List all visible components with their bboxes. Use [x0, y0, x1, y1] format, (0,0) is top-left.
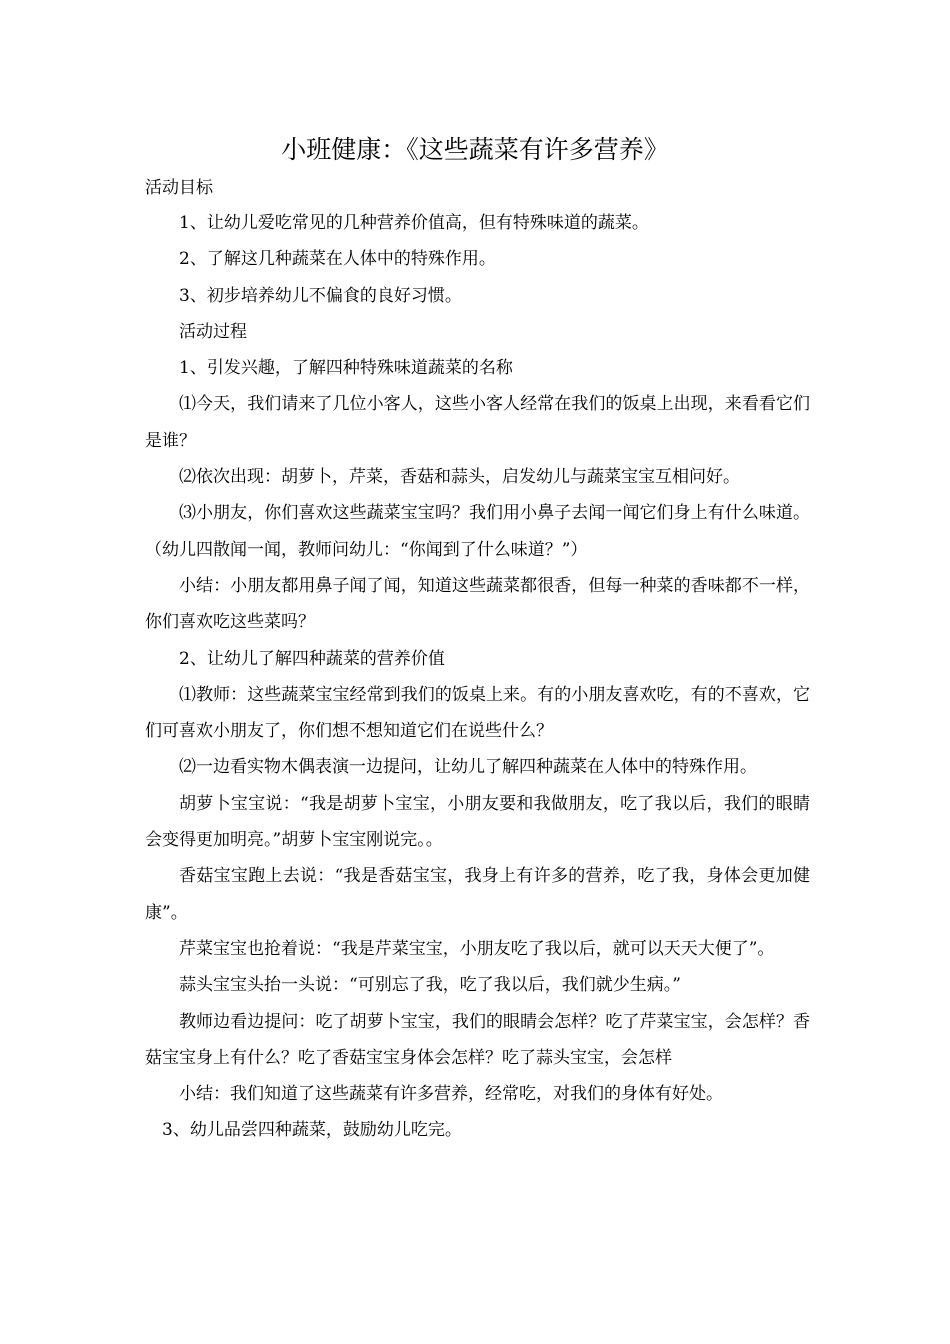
celery-dialogue: 芹菜宝宝也抢着说：“我是芹菜宝宝，小朋友吃了我以后，就可以天天大便了”。: [179, 938, 775, 959]
process-step-1-item-2: ⑵依次出现：胡萝卜，芹菜，香菇和蒜头，启发幼儿与蔬菜宝宝互相问好。: [179, 467, 740, 488]
goal-item-3: 3、初步培养幼儿不偏食的良好习惯。: [179, 285, 462, 306]
section-heading-goals: 活动目标: [145, 178, 213, 198]
section-heading-process: 活动过程: [179, 321, 247, 342]
process-step-3: 3、幼儿品尝四种蔬菜，鼓励幼儿吃完。: [162, 1120, 462, 1141]
teacher-questions: 教师边看边提问：吃了胡萝卜宝宝，我们的眼睛会怎样？吃了芹菜宝宝，会怎样？香菇宝宝身上有什么？吃了香菇宝宝身体会怎样？吃了蒜头宝宝，会怎样: [145, 1011, 810, 1068]
process-step-1-item-3: ⑶小朋友，你们喜欢这些蔬菜宝宝吗？我们用小鼻子去闻一闻它们身上有什么味道。（幼儿四散闻一闻，教师问幼儿：“你闻到了什么味道？”）: [145, 503, 810, 560]
process-step-1-item-1: ⑴今天，我们请来了几位小客人，这些小客人经常在我们的饭桌上出现，来看看它们是谁？: [145, 394, 810, 451]
process-step-2-summary: 小结：我们知道了这些蔬菜有许多营养，经常吃，对我们的身体有好处。: [179, 1084, 723, 1105]
document-title: 小班健康：《这些蔬菜有许多营养》: [281, 135, 669, 164]
goal-item-2: 2、了解这几种蔬菜在人体中的特殊作用。: [179, 249, 496, 270]
process-step-2-item-2: ⑵一边看实物木偶表演一边提问，让幼儿了解四种蔬菜在人体中的特殊作用。: [179, 757, 757, 778]
garlic-dialogue: 蒜头宝宝头抬一头说：“可别忘了我，吃了我以后，我们就少生病。”: [179, 975, 681, 996]
document-body: [145, 205, 810, 1149]
mushroom-dialogue: 香菇宝宝跑上去说：“我是香菇宝宝，我身上有许多的营养，吃了我，身体会更加健康”。: [145, 866, 810, 923]
process-step-1: 1、引发兴趣，了解四种特殊味道蔬菜的名称: [179, 358, 513, 379]
process-step-2: 2、让幼儿了解四种蔬菜的营养价值: [179, 648, 445, 669]
goal-item-1: 1、让幼儿爱吃常见的几种营养价值高，但有特殊味道的蔬菜。: [179, 213, 649, 233]
process-step-1-summary: 小结：小朋友都用鼻子闻了闻，知道这些蔬菜都很香，但每一种菜的香味都不一样，你们喜欢吃这些菜吗？: [145, 575, 810, 633]
carrot-dialogue: 胡萝卜宝宝说：“我是胡萝卜宝宝，小朋友要和我做朋友，吃了我以后，我们的眼睛会变得更加明亮。”胡萝卜宝宝刚说完。。: [145, 793, 810, 851]
process-step-2-item-1: ⑴教师：这些蔬菜宝宝经常到我们的饭桌上来。有的小朋友喜欢吃，有的不喜欢，它们可喜欢小朋友了，你们想不想知道它们在说些什么？: [145, 684, 810, 742]
